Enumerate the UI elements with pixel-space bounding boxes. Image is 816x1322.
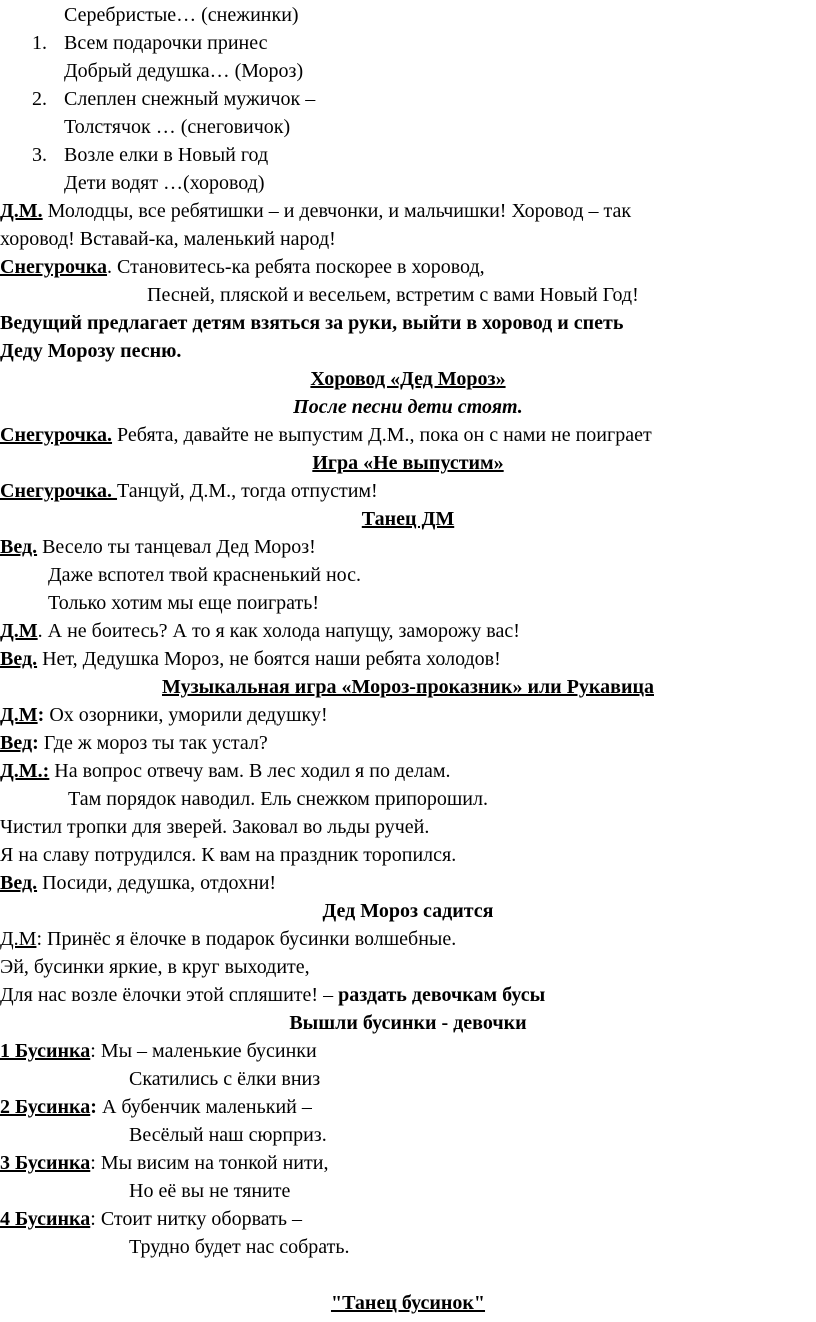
riddle-line: Слеплен снежный мужичок –	[64, 88, 316, 110]
speaker-label: 2 Бусинка	[0, 1096, 91, 1118]
dialogue-line: Скатились с ёлки вниз	[129, 1068, 321, 1090]
dialogue-text: Ох озорники, уморили дедушку!	[44, 704, 328, 726]
dialogue-line	[0, 647, 816, 671]
heading-text: Игра «Не выпустим»	[312, 452, 504, 474]
dialogue-line	[0, 423, 816, 447]
heading-text: "Танец бусинок"	[330, 1292, 486, 1314]
stage-direction: раздать девочкам бусы	[338, 984, 546, 1006]
riddle-answer: Дети водят …(хоровод)	[64, 172, 265, 194]
speaker-label: 3 Бусинка	[0, 1152, 91, 1174]
stage-direction: Дед Мороз садится	[322, 900, 494, 922]
riddle-number: 1.	[32, 32, 47, 54]
dialogue-line	[0, 983, 816, 1007]
section-heading	[0, 675, 816, 699]
heading-text: Музыкальная игра «Мороз-проказник» или Рукавица	[162, 676, 654, 698]
dialogue-line	[0, 1151, 816, 1175]
speaker-label: Вед.	[0, 872, 38, 894]
dialogue-line	[0, 1095, 816, 1119]
riddle-answer-line: Серебристые… (снежинки)	[64, 4, 299, 26]
dialogue-line: Только хотим мы еще поиграть!	[48, 592, 320, 614]
dialogue-line	[0, 731, 816, 755]
dialogue-text: Весело ты танцевал Дед Мороз!	[37, 536, 316, 558]
dialogue-line: Эй, бусинки яркие, в круг выходите,	[0, 956, 310, 978]
riddle-line: Возле елки в Новый год	[64, 144, 269, 166]
dialogue-line: Но её вы не тяните	[129, 1180, 291, 1202]
speaker-label: Снегурочка.	[0, 424, 113, 446]
dialogue-line: Я на славу потрудился. К вам на праздник торопился.	[0, 844, 457, 866]
dialogue-line	[0, 703, 816, 727]
dialogue-text: Молодцы, все ребятишки – и девчонки, и мальчишки! Хоровод – так	[42, 200, 632, 222]
stage-direction: Вышли бусинки - девочки	[289, 1012, 527, 1034]
dialogue-text: Стоит нитку оборвать –	[95, 1208, 302, 1230]
dialogue-line: Там порядок наводил. Ель снежком припорошил.	[68, 788, 488, 810]
dialogue-text: Посиди, дедушка, отдохни!	[37, 872, 277, 894]
section-heading	[0, 367, 816, 391]
riddle-item	[0, 143, 816, 167]
speaker-label: Д.М.:	[0, 760, 50, 782]
stage-direction: После песни дети стоят.	[293, 396, 523, 418]
dialogue-line: Даже вспотел твой красненький нос.	[48, 564, 362, 586]
speaker-label: 1 Бусинка	[0, 1040, 91, 1062]
dialogue-line	[0, 535, 816, 559]
section-heading	[0, 1291, 816, 1315]
speaker-label: Вед.	[0, 648, 38, 670]
speaker-colon: :	[90, 1040, 96, 1062]
speaker-colon: :	[90, 1152, 96, 1174]
dialogue-text: Ребята, давайте не выпустим Д.М., пока он с нами не поиграет	[112, 424, 652, 446]
dialogue-line: Песней, пляской и весельем, встретим с вами Новый Год!	[147, 284, 639, 306]
speaker-colon: :	[32, 732, 39, 754]
dialogue-line: хоровод! Вставай-ка, маленький народ!	[0, 228, 336, 250]
dialogue-line	[0, 255, 816, 279]
dialogue-line: Чистил тропки для зверей. Заковал во льды ручей.	[0, 816, 430, 838]
riddle-number: 3.	[32, 144, 47, 166]
dialogue-line	[0, 619, 816, 643]
dialogue-line	[0, 1039, 816, 1063]
riddle-answer: Добрый дедушка… (Мороз)	[64, 60, 304, 82]
heading-text: Хоровод «Дед Мороз»	[310, 368, 506, 390]
speaker-label: Д.М	[0, 928, 37, 950]
speaker-label: Д.М	[0, 704, 38, 726]
speaker-label: Д.М	[0, 620, 38, 642]
dialogue-text: Мы – маленькие бусинки	[95, 1040, 317, 1062]
speaker-label: Снегурочка	[0, 256, 108, 278]
dialogue-line	[0, 479, 816, 503]
dialogue-text: Танцуй, Д.М., тогда отпустим!	[117, 480, 378, 502]
dialogue-text: Мы висим на тонкой нити,	[95, 1152, 329, 1174]
dialogue-line	[0, 1207, 816, 1231]
dialogue-line: Весёлый наш сюрприз.	[129, 1124, 327, 1146]
section-heading	[0, 451, 816, 475]
speaker-label: Д.М.	[0, 200, 43, 222]
dialogue-text: А бубенчик маленький –	[96, 1096, 312, 1118]
speaker-label: 4 Бусинка	[0, 1208, 91, 1230]
dialogue-text: Для нас возле ёлочки этой спляшите! –	[0, 984, 339, 1006]
riddle-item	[0, 87, 816, 111]
riddle-line: Всем подарочки принес	[64, 32, 268, 54]
heading-text: Танец ДМ	[361, 508, 455, 530]
section-heading	[0, 507, 816, 531]
riddle-answer: Толстячок … (снеговичок)	[64, 116, 291, 138]
riddle-item	[0, 31, 816, 55]
speaker-label: Вед.	[0, 536, 38, 558]
dialogue-line	[0, 199, 816, 223]
speaker-colon: :	[90, 1208, 96, 1230]
speaker-colon: :	[37, 704, 45, 726]
dialogue-line	[0, 871, 816, 895]
dialogue-text: . А не боитесь? А то я как холода напущу, заморожу вас!	[37, 620, 520, 642]
riddle-number: 2.	[32, 88, 47, 110]
speaker-label: Снегурочка.	[0, 480, 118, 502]
stage-direction: Деду Морозу песню.	[0, 340, 182, 362]
dialogue-text: : Принёс я ёлочке в подарок бусинки волшебные.	[36, 928, 457, 950]
speaker-colon: :	[90, 1096, 97, 1118]
stage-direction: Ведущий предлагает детям взяться за руки, выйти в хоровод и спеть	[0, 312, 624, 334]
dialogue-text: На вопрос отвечу вам. В лес ходил я по делам.	[49, 760, 451, 782]
dialogue-line	[0, 759, 816, 783]
dialogue-text: . Становитесь-ка ребята поскорее в хоровод,	[107, 256, 485, 278]
dialogue-text: Нет, Дедушка Мороз, не боятся наши ребята холодов!	[37, 648, 501, 670]
dialogue-text: Где ж мороз ты так устал?	[38, 732, 268, 754]
speaker-label: Вед	[0, 732, 33, 754]
dialogue-line: Трудно будет нас собрать.	[129, 1236, 350, 1258]
dialogue-line	[0, 927, 816, 951]
